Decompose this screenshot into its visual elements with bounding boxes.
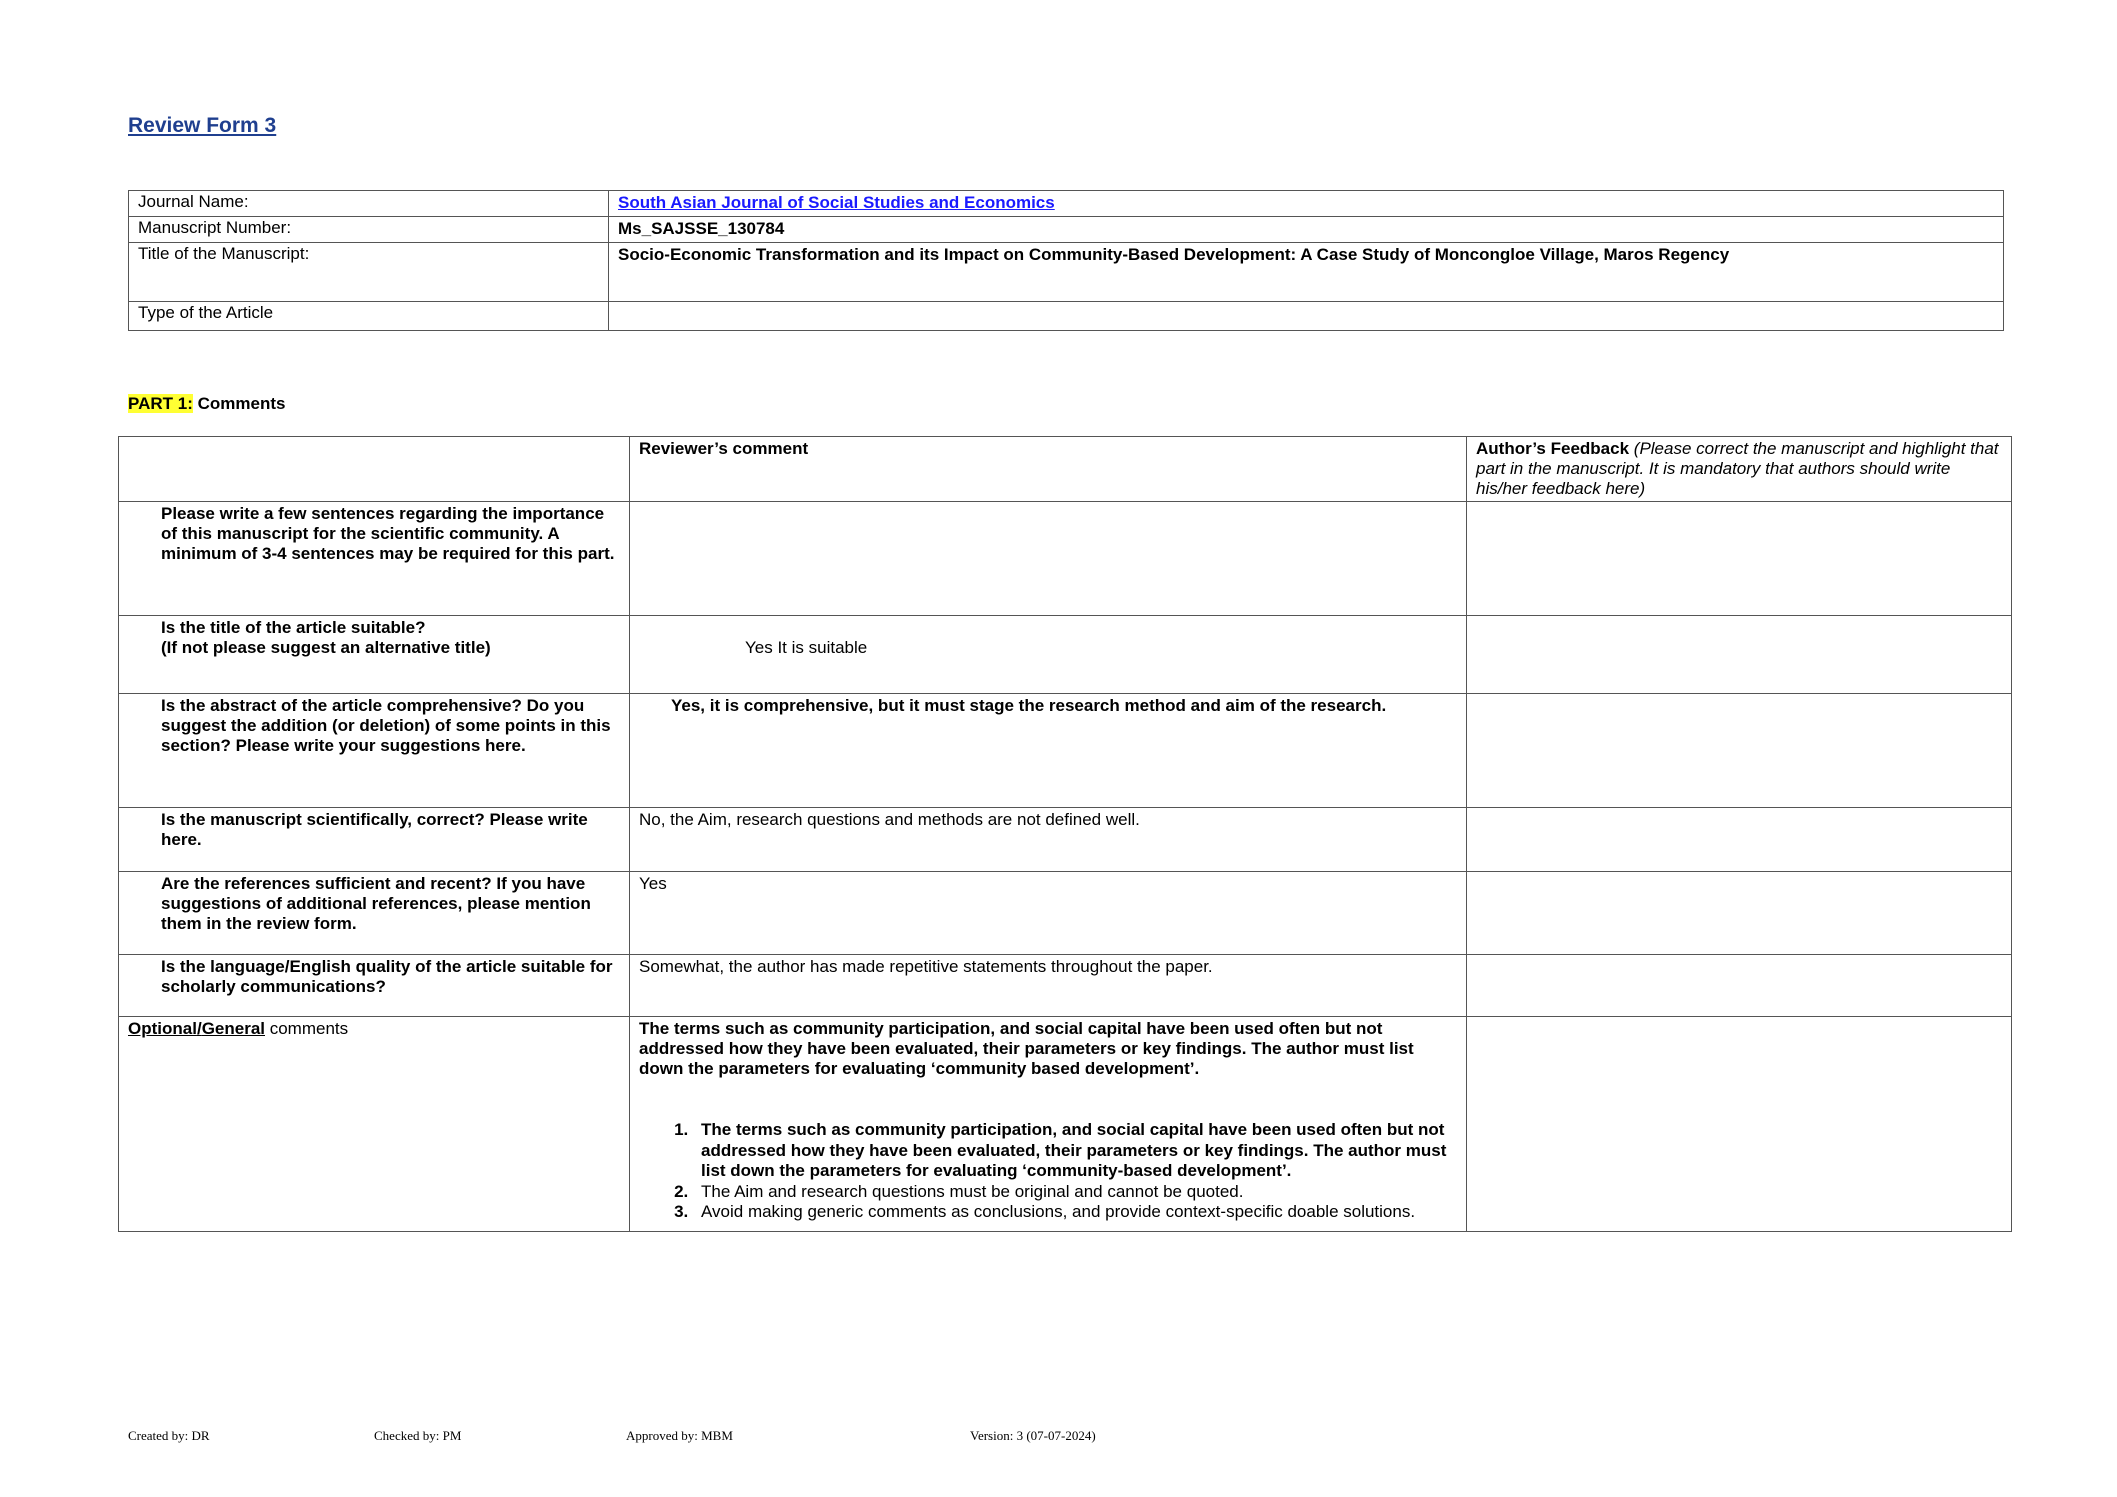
- optional-comments-cell[interactable]: [630, 1017, 1467, 1232]
- author-feedback-cell[interactable]: [1467, 955, 2012, 1017]
- table-row: [119, 808, 2012, 872]
- table-row: [129, 217, 2004, 243]
- author-feedback-cell[interactable]: [1467, 872, 2012, 955]
- comments-table: [118, 436, 2012, 1232]
- question-cell: [119, 616, 630, 694]
- question-cell: Is the abstract of the article comprehensive? Do you suggest the addition (or deletion) of some points in this section? Please write your suggestions here.: [119, 694, 630, 808]
- table-row: [129, 243, 2004, 302]
- reviewer-comment-cell[interactable]: Somewhat, the author has made repetitive statements throughout the paper.: [630, 955, 1467, 1017]
- header-empty-cell: [119, 437, 630, 502]
- footer-checked: Checked by: PM: [374, 1428, 462, 1443]
- reviewer-comment-cell[interactable]: No, the Aim, research questions and methods are not defined well.: [630, 808, 1467, 872]
- table-row: [119, 694, 2012, 808]
- question-cell: Are the references sufficient and recent? If you have suggestions of additional references, please mention them in the review form.: [119, 872, 630, 955]
- reviewer-comment-text: Yes It is suitable: [745, 638, 868, 657]
- question-cell: Is the manuscript scientifically, correct? Please write here.: [119, 808, 630, 872]
- part1-title: Comments: [197, 394, 286, 413]
- header-author-bold: Author’s Feedback: [1476, 439, 1630, 458]
- reviewer-comment-cell[interactable]: [630, 616, 1467, 694]
- footer-created: Created by: DR: [128, 1428, 210, 1443]
- table-row: [119, 1017, 2012, 1232]
- reviewer-comment-text: Yes, it is comprehensive, but it must stage the research method and aim of the research.: [671, 696, 1387, 715]
- optional-label-rest: comments: [265, 1019, 349, 1038]
- author-feedback-cell[interactable]: [1467, 808, 2012, 872]
- title-label: Title of the Manuscript:: [129, 243, 609, 302]
- table-row: [119, 955, 2012, 1017]
- author-feedback-cell[interactable]: [1467, 1017, 2012, 1232]
- optional-label-optional: Optional: [128, 1019, 197, 1038]
- table-header-row: [119, 437, 2012, 502]
- table-row: [119, 872, 2012, 955]
- reviewer-comment-cell[interactable]: Yes: [630, 872, 1467, 955]
- list-item: 1. The terms such as community participation, and social capital have been used often but not addressed how they have been evaluated, their parameters or key findings. The author must list down the parameters for evaluating ‘community-based development’.: [693, 1120, 1457, 1182]
- list-item: 2. The Aim and research questions must be original and cannot be quoted.: [693, 1182, 1457, 1203]
- author-feedback-cell[interactable]: [1467, 694, 2012, 808]
- part1-heading: [128, 394, 285, 414]
- journal-value-cell: [609, 191, 2004, 217]
- title-value: Socio-Economic Transformation and its Impact on Community-Based Development: A Case Study of Moncongloe Village, Maros Regency: [609, 243, 2004, 302]
- optional-comments-label: [119, 1017, 630, 1232]
- footer-version: Version: 3 (07-07-2024): [970, 1428, 1096, 1443]
- table-row: [119, 502, 2012, 616]
- manuscript-details-table: [128, 190, 2004, 331]
- optional-label-general: General: [201, 1019, 265, 1038]
- table-row: [129, 191, 2004, 217]
- header-reviewer: Reviewer’s comment: [630, 437, 1467, 502]
- question-cell: Please write a few sentences regarding the importance of this manuscript for the scientific community. A minimum of 3-4 sentences may be required for this part.: [119, 502, 630, 616]
- footer-approved: Approved by: MBM: [626, 1428, 733, 1443]
- optional-comments-list: [639, 1120, 1457, 1223]
- question-line: (If not please suggest an alternative title): [161, 638, 491, 657]
- type-label: Type of the Article: [129, 302, 609, 331]
- part1-label: PART 1:: [128, 394, 193, 413]
- list-item: 3. Avoid making generic comments as conclusions, and provide context-specific doable solutions.: [693, 1202, 1457, 1223]
- journal-link[interactable]: South Asian Journal of Social Studies and Economics: [618, 193, 1055, 212]
- journal-label: Journal Name:: [129, 191, 609, 217]
- manuscript-number-value: Ms_SAJSSE_130784: [609, 217, 2004, 243]
- author-feedback-cell[interactable]: [1467, 502, 2012, 616]
- reviewer-comment-cell[interactable]: [630, 694, 1467, 808]
- header-author: [1467, 437, 2012, 502]
- question-cell: Is the language/English quality of the article suitable for scholarly communications?: [119, 955, 630, 1017]
- table-row: [129, 302, 2004, 331]
- manuscript-number-label: Manuscript Number:: [129, 217, 609, 243]
- type-value: [609, 302, 2004, 331]
- form-title: Review Form 3: [128, 114, 277, 137]
- question-line: Is the title of the article suitable?: [161, 618, 426, 637]
- table-row: [119, 616, 2012, 694]
- header-author-note: (Please correct the manuscript and highlight that part in the manuscript. It is mandatory that authors should write his/her feedback here): [1476, 439, 1999, 498]
- author-feedback-cell[interactable]: [1467, 616, 2012, 694]
- reviewer-comment-cell[interactable]: [630, 502, 1467, 616]
- optional-label-sep: /: [196, 1019, 202, 1038]
- optional-intro: The terms such as community participation, and social capital have been used often but not addressed how they have been evaluated, their parameters or key findings. The author must list down the parameters for evaluating ‘community based development’.: [639, 1019, 1414, 1078]
